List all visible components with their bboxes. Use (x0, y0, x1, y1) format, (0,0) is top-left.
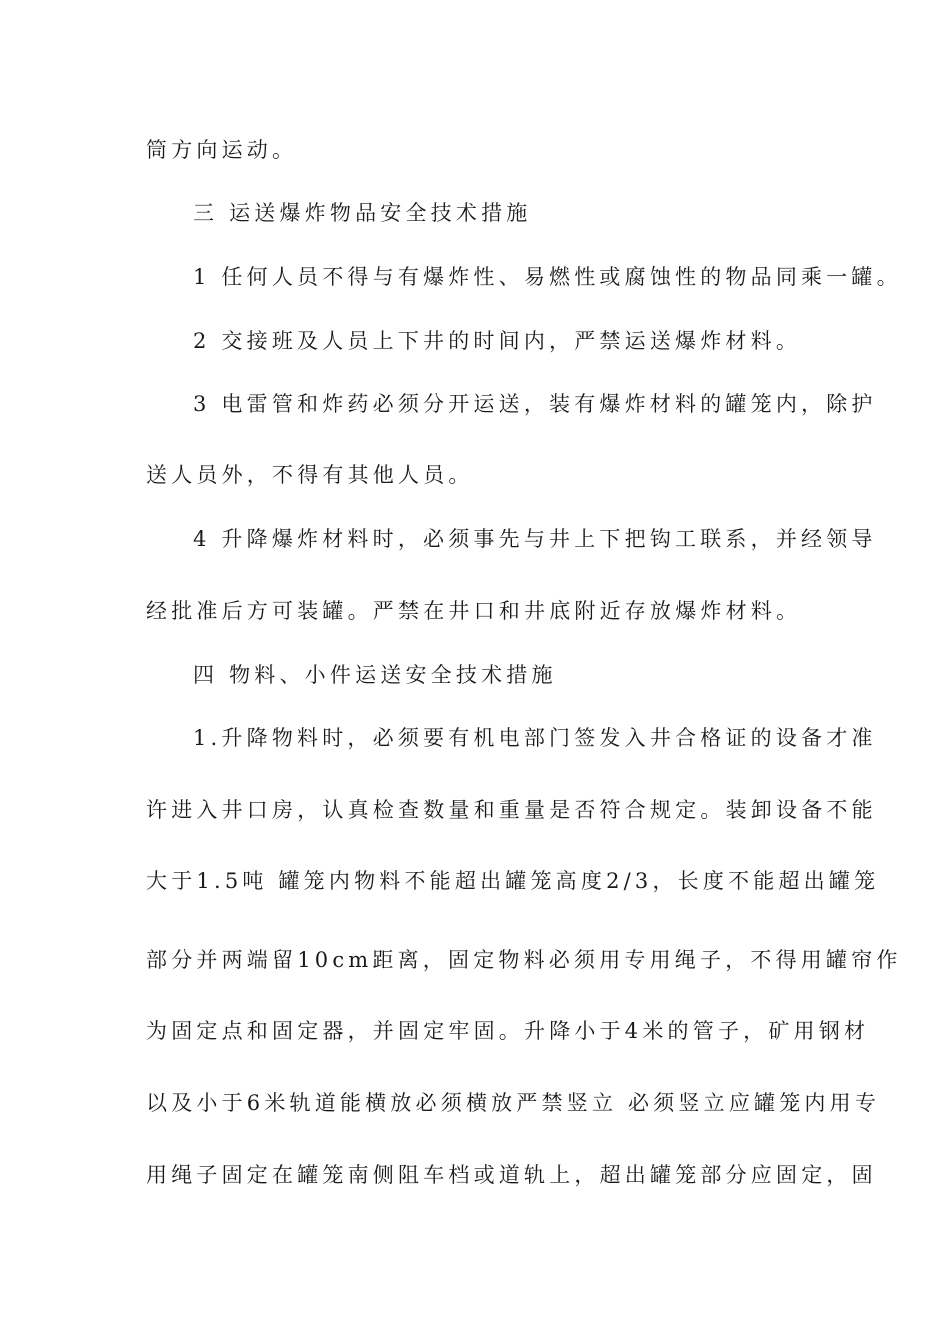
list-item-3-3: 3 电雷管和炸药必须分开运送，装有爆炸材料的罐笼内，除护 (193, 392, 877, 416)
list-item-4-1-line-2: 许进入井口房，认真检查数量和重量是否符合规定。装卸设备不能 (146, 798, 877, 822)
list-item-3-3-continued: 送人员外，不得有其他人员。 (146, 463, 474, 487)
list-item-3-1: 1 任何人员不得与有爆炸性、易燃性或腐蚀性的物品同乘一罐。 (193, 265, 902, 289)
list-item-4-1-line-6: 以及小于6米轨道能横放必须横放严禁竖立 必须竖立应罐笼内用专 (146, 1091, 881, 1115)
section-heading-4: 四 物料、小件运送安全技术措施 (193, 663, 557, 687)
section-heading-3: 三 运送爆炸物品安全技术措施 (193, 201, 532, 225)
list-item-4-1-line-7: 用绳子固定在罐笼南侧阻车档或道轨上，超出罐笼部分应固定，固 (146, 1163, 877, 1187)
list-item-3-4: 4 升降爆炸材料时，必须事先与井上下把钩工联系，并经领导 (193, 527, 877, 551)
list-item-3-4-continued: 经批准后方可装罐。严禁在井口和井底附近存放爆炸材料。 (146, 599, 802, 623)
list-item-4-1: 1.升降物料时，必须要有机电部门签发入井合格证的设备才准 (193, 726, 877, 750)
list-item-4-1-line-3: 大于1.5吨 罐笼内物料不能超出罐笼高度2/3，长度不能超出罐笼 (146, 869, 880, 893)
list-item-3-2: 2 交接班及人员上下井的时间内，严禁运送爆炸材料。 (193, 329, 802, 353)
paragraph-continuation-line: 筒方向运动。 (146, 138, 298, 162)
list-item-4-1-line-4: 部分并两端留10cm距离，固定物料必须用专用绳子，不得用罐帘作 (146, 948, 902, 972)
list-item-4-1-line-5: 为固定点和固定器，并固定牢固。升降小于4米的管子，矿用钢材 (146, 1019, 870, 1043)
